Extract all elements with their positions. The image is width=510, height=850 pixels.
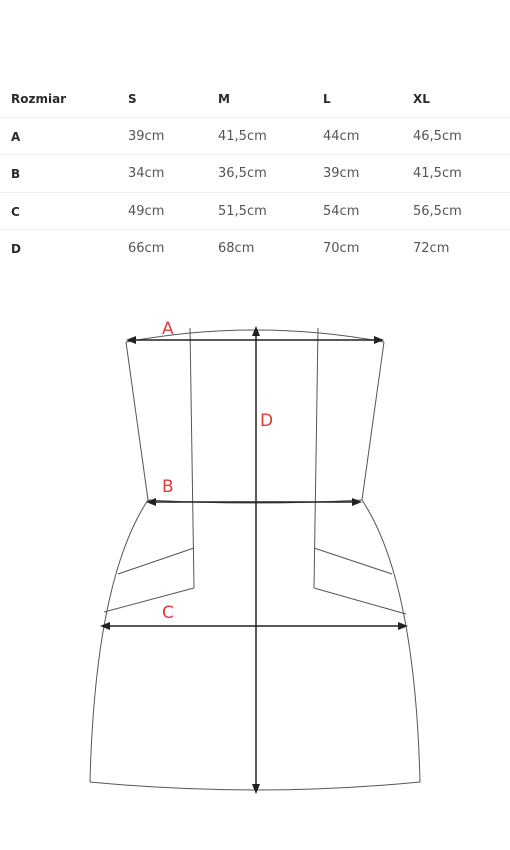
header-size-s: S	[128, 92, 137, 106]
size-table-row-c	[0, 192, 510, 230]
row-label: D	[11, 242, 21, 257]
header-size-m: M	[218, 92, 230, 106]
measurement-c	[100, 603, 408, 630]
size-table-row-a	[0, 117, 510, 155]
measurement-value: 41,5cm	[218, 128, 267, 144]
label-b: B	[162, 477, 174, 497]
measurement-value: 34cm	[128, 166, 165, 182]
size-table-row-b	[0, 154, 510, 192]
row-label: A	[11, 129, 21, 144]
measurement-value: 41,5cm	[413, 166, 462, 182]
arrowhead-right-icon	[352, 498, 362, 506]
label-a: A	[162, 319, 174, 339]
pocket-left-top	[118, 548, 194, 574]
arrowhead-right-icon	[374, 336, 384, 344]
measurement-value: 39cm	[128, 128, 165, 144]
pocket-right-bottom	[314, 588, 406, 614]
size-table-row-d	[0, 229, 510, 267]
size-table-header-row	[0, 80, 510, 117]
arrowhead-down-icon	[252, 784, 260, 794]
measurement-value: 51,5cm	[218, 203, 267, 219]
measurement-value: 36,5cm	[218, 166, 267, 182]
label-d: D	[260, 411, 274, 431]
measurement-value: 54cm	[323, 203, 360, 219]
garment-measurement-diagram	[0, 300, 510, 820]
arrowhead-up-icon	[252, 326, 260, 336]
garment-bodice-left	[126, 342, 148, 500]
header-size-label: Rozmiar	[11, 92, 67, 106]
skirt-left-side	[90, 500, 148, 782]
measurement-value: 39cm	[323, 166, 360, 182]
measurement-value: 44cm	[323, 128, 360, 144]
pocket-left-bottom	[104, 588, 194, 612]
row-label: B	[11, 167, 21, 182]
measurement-value: 56,5cm	[413, 203, 462, 219]
arrowhead-left-icon	[126, 336, 136, 344]
measurement-value: 49cm	[128, 203, 165, 219]
measurement-value: 68cm	[218, 241, 255, 257]
label-c: C	[162, 603, 174, 623]
measurement-value: 72cm	[413, 241, 450, 257]
measurement-value: 46,5cm	[413, 128, 462, 144]
measurement-value: 66cm	[128, 241, 165, 257]
garment-outline	[90, 328, 420, 790]
header-size-l: L	[323, 92, 331, 106]
measurement-b	[146, 477, 362, 506]
garment-bodice-right	[362, 342, 384, 500]
size-table	[0, 80, 510, 267]
skirt-right-side	[362, 500, 420, 782]
measurement-d	[252, 326, 273, 794]
pocket-right-top	[314, 548, 392, 574]
measurement-value: 70cm	[323, 241, 360, 257]
header-size-xl: XL	[413, 92, 430, 106]
row-label: C	[11, 204, 20, 219]
